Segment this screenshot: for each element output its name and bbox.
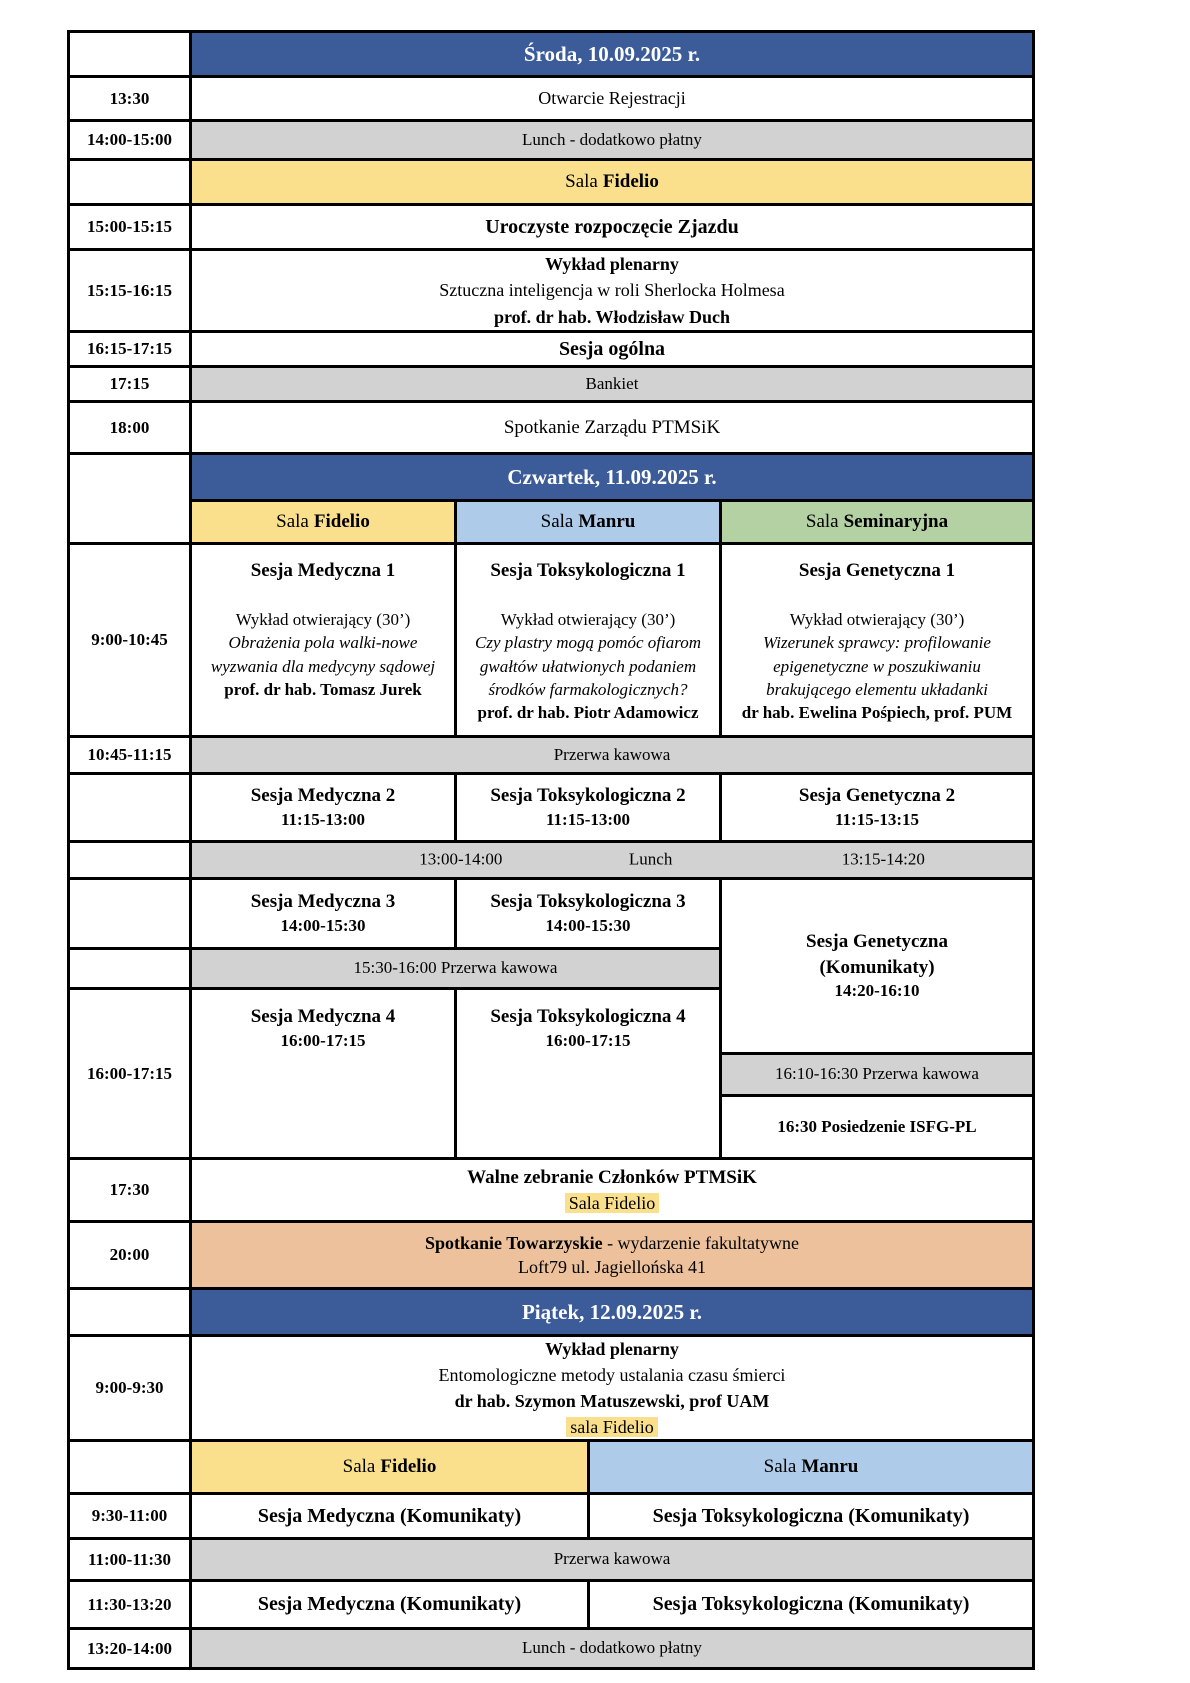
room-name: Fidelio	[313, 511, 370, 533]
session-topic: Wizerunek sprawcy: profilowanie epigenetyczne w poszukiwaniu brakującego elementu układanki	[763, 633, 991, 699]
room-header-fidelio-thu	[192, 502, 454, 542]
plenary-speaker: prof. dr hab. Włodzisław Duch	[493, 306, 731, 327]
session-title: Sesja Genetyczna 2	[798, 785, 956, 807]
session-toxicology-1	[457, 545, 719, 735]
session-speaker: prof. dr hab. Piotr Adamowicz	[477, 703, 699, 723]
time-cell-empty	[70, 1442, 189, 1492]
session-time: 11:15-13:00	[545, 809, 631, 829]
event-social-meeting	[192, 1223, 1032, 1287]
time-cell-empty	[70, 775, 189, 840]
room-name: Fidelio	[380, 1456, 437, 1478]
session-title: Sesja Toksykologiczna 1	[490, 560, 686, 581]
room-prefix: Sala	[540, 511, 574, 533]
time-opening: 15:00-15:15	[70, 206, 189, 248]
assembly-room-highlight: Sala Fidelio	[565, 1193, 660, 1213]
event-coffee-break-fri: Przerwa kawowa	[192, 1540, 1032, 1579]
time-session1-thu: 9:00-10:45	[70, 545, 189, 735]
session-title: Sesja Genetyczna 1	[798, 560, 956, 581]
time-lunch-fri: 13:20-14:00	[70, 1630, 189, 1667]
session-time: 11:15-13:15	[834, 809, 920, 829]
plenary-title: Wykład plenarny	[545, 254, 679, 275]
time-cell-empty	[70, 455, 189, 542]
time-social: 20:00	[70, 1223, 189, 1287]
session-title: Sesja Genetyczna	[806, 930, 948, 952]
session-topic: Obrażenia pola walki-nowe wyzwania dla medycyny sądowej	[210, 633, 436, 676]
time-registration: 13:30	[70, 78, 189, 119]
day-header-friday: Piątek, 12.09.2025 r.	[192, 1290, 1032, 1334]
time-session1-fri: 9:30-11:00	[70, 1495, 189, 1537]
session-title: Sesja Toksykologiczna 3	[490, 891, 686, 913]
time-plenary-wed: 15:15-16:15	[70, 251, 189, 330]
room-prefix: Sala	[565, 171, 598, 193]
session-lecture: Wykład otwierający (30’)	[235, 609, 411, 629]
session-time: 14:00-15:30	[280, 915, 366, 935]
plenary-room-highlight: sala Fidelio	[566, 1417, 658, 1437]
session-title: Sesja Medyczna 1	[250, 560, 396, 581]
session-title: Sesja Toksykologiczna 2	[490, 785, 686, 807]
session-genetics-1	[722, 545, 1032, 735]
session-toxicology-3	[457, 880, 719, 947]
event-lunch-wed: Lunch - dodatkowo płatny	[192, 122, 1032, 158]
event-plenary-wed	[192, 251, 1032, 330]
session-time: 11:15-13:00	[280, 809, 366, 829]
session-medical-komunikaty-1: Sesja Medyczna (Komunikaty)	[192, 1495, 587, 1537]
session-lecture: Wykład otwierający (30’)	[789, 609, 965, 629]
social-title: Spotkanie Towarzyskie	[425, 1232, 603, 1253]
session-lecture: Wykład otwierający (30’)	[500, 609, 676, 629]
lunch-label: Lunch	[628, 849, 673, 869]
time-session4-thu: 16:00-17:15	[70, 990, 189, 1157]
room-prefix: Sala	[342, 1456, 376, 1478]
day-header-thursday: Czwartek, 11.09.2025 r.	[192, 455, 1032, 499]
conference-schedule-table	[67, 30, 1035, 1670]
session-toxicology-komunikaty-2: Sesja Toksykologiczna (Komunikaty)	[590, 1582, 1032, 1627]
event-lunch-thu	[192, 843, 1032, 877]
session-genetics-komunikaty	[722, 880, 1032, 1052]
session-time: 14:20-16:10	[834, 981, 920, 1001]
session-speaker: dr hab. Ewelina Pośpiech, prof. PUM	[741, 703, 1013, 723]
time-cell-empty	[70, 33, 189, 75]
plenary-title: Wykład plenarny	[545, 1338, 679, 1359]
time-board-meeting: 18:00	[70, 403, 189, 452]
event-banquet: Bankiet	[192, 368, 1032, 400]
event-coffee-break-2: 15:30-16:00 Przerwa kawowa	[192, 950, 719, 987]
event-general-assembly	[192, 1160, 1032, 1220]
assembly-title: Walne zebranie Członków PTMSiK	[467, 1167, 757, 1189]
time-cell-empty	[70, 880, 189, 947]
session-title: Sesja Toksykologiczna 4	[490, 1006, 686, 1027]
session-medical-4	[192, 990, 454, 1157]
session-title: Sesja Medyczna 4	[250, 1006, 396, 1027]
session-speaker: prof. dr hab. Tomasz Jurek	[224, 680, 422, 699]
room-name: Manru	[801, 1456, 859, 1478]
event-board-meeting: Spotkanie Zarządu PTMSiK	[192, 403, 1032, 452]
time-coffee1-thu: 10:45-11:15	[70, 738, 189, 772]
event-plenary-fri	[192, 1337, 1032, 1439]
room-name: Manru	[578, 511, 636, 533]
room-prefix: Sala	[805, 511, 839, 533]
lunch-left-time: 13:00-14:00	[419, 849, 503, 869]
day-header-wednesday: Środa, 10.09.2025 r.	[192, 33, 1032, 75]
event-coffee-break-1: Przerwa kawowa	[192, 738, 1032, 772]
room-name: Fidelio	[602, 171, 659, 193]
event-general-session: Sesja ogólna	[192, 333, 1032, 365]
session-medical-3	[192, 880, 454, 947]
time-lunch-wed: 14:00-15:00	[70, 122, 189, 158]
time-coffee-fri: 11:00-11:30	[70, 1540, 189, 1579]
session-title: Sesja Medyczna 2	[250, 785, 396, 807]
session-toxicology-2	[457, 775, 719, 840]
room-prefix: Sala	[763, 1456, 797, 1478]
session-title: Sesja Medyczna 3	[250, 891, 396, 913]
room-header-fidelio-fri	[192, 1442, 587, 1492]
session-medical-1	[192, 545, 454, 735]
session-toxicology-komunikaty-1: Sesja Toksykologiczna (Komunikaty)	[590, 1495, 1032, 1537]
time-cell-empty	[70, 843, 189, 877]
time-cell-empty	[70, 1290, 189, 1334]
plenary-topic: Entomologiczne metody ustalania czasu śmierci	[438, 1364, 786, 1385]
event-isfg-meeting: 16:30 Posiedzenie ISFG-PL	[722, 1097, 1032, 1157]
event-registration: Otwarcie Rejestracji	[192, 78, 1032, 119]
room-name: Seminaryjna	[843, 511, 949, 533]
social-venue: Loft79 ul. Jagiellońska 41	[518, 1257, 706, 1277]
room-prefix: Sala	[276, 511, 309, 533]
session-toxicology-4	[457, 990, 719, 1157]
session-time: 14:00-15:30	[545, 915, 631, 935]
room-header-manru-fri	[590, 1442, 1032, 1492]
time-banquet: 17:15	[70, 368, 189, 400]
session-title-line2: (Komunikaty)	[819, 956, 935, 978]
time-plenary-fri: 9:00-9:30	[70, 1337, 189, 1439]
session-time: 16:00-17:15	[280, 1030, 366, 1050]
time-session2-fri: 11:30-13:20	[70, 1582, 189, 1627]
time-cell-empty	[70, 161, 189, 203]
event-lunch-fri: Lunch - dodatkowo płatny	[192, 1630, 1032, 1667]
session-medical-2	[192, 775, 454, 840]
session-topic: Czy plastry mogą pomóc ofiarom gwałtów ułatwionych podaniem środków farmakologicznych?	[474, 633, 702, 699]
session-medical-komunikaty-2: Sesja Medyczna (Komunikaty)	[192, 1582, 587, 1627]
time-cell-empty	[70, 950, 189, 987]
session-genetics-2	[722, 775, 1032, 840]
plenary-topic: Sztuczna inteligencja w roli Sherlocka Holmesa	[439, 280, 785, 301]
room-header-manru-thu	[457, 502, 719, 542]
room-header-fidelio-wed	[192, 161, 1032, 203]
social-suffix: - wydarzenie fakultatywne	[602, 1232, 799, 1253]
lunch-right-time: 13:15-14:20	[841, 849, 925, 869]
plenary-speaker: dr hab. Szymon Matuszewski, prof UAM	[454, 1391, 770, 1411]
time-assembly: 17:30	[70, 1160, 189, 1220]
event-genetics-coffee-break: 16:10-16:30 Przerwa kawowa	[722, 1055, 1032, 1094]
time-general-session: 16:15-17:15	[70, 333, 189, 365]
event-opening-ceremony: Uroczyste rozpoczęcie Zjazdu	[192, 206, 1032, 248]
session-time: 16:00-17:15	[545, 1030, 631, 1050]
room-header-seminaryjna-thu	[722, 502, 1032, 542]
